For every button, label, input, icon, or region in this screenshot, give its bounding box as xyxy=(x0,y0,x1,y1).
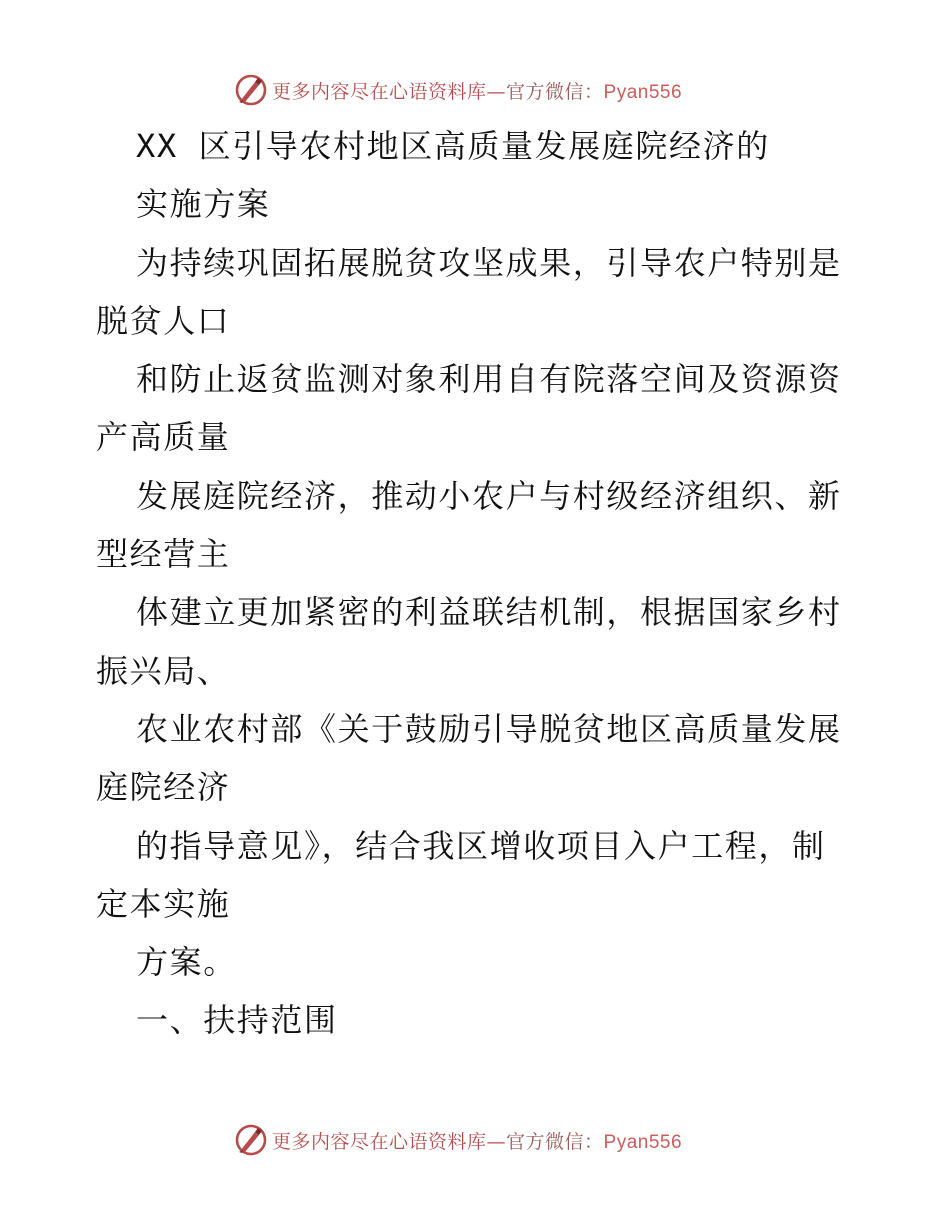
document-body xyxy=(96,117,856,1050)
watermark-dash: — xyxy=(486,1130,507,1153)
header-watermark xyxy=(234,73,682,107)
watermark-main: 更多内容尽在心语资料库 xyxy=(272,80,487,103)
text-line: 的指导意见》，结合我区增收项目入户工程，制 xyxy=(136,826,826,865)
watermark-text xyxy=(272,1127,682,1154)
watermark-main: 更多内容尽在心语资料库 xyxy=(272,1130,487,1153)
text-line: XX 区引导农村地区高质量发展庭院经济的 xyxy=(136,127,770,165)
text-line: 振兴局、 xyxy=(96,651,231,690)
text-line: 发展庭院经济，推动小农户与村级经济组织、新 xyxy=(136,476,842,515)
pen-logo-icon xyxy=(234,73,268,107)
footer-watermark xyxy=(234,1123,682,1157)
pen-logo-icon xyxy=(234,1123,268,1157)
text-line: 一、扶持范围 xyxy=(136,1001,338,1040)
text-line: 农业农村部《关于鼓励引导脱贫地区高质量发展 xyxy=(136,709,842,748)
watermark-text xyxy=(272,77,682,104)
watermark-id: Pyan556 xyxy=(603,81,683,103)
text-line: 为持续巩固拓展脱贫攻坚成果，引导农户特别是 xyxy=(136,243,842,282)
text-line: 型经营主 xyxy=(96,535,231,574)
text-line: 体建立更加紧密的利益联结机制，根据国家乡村 xyxy=(136,593,842,632)
text-line: 定本实施 xyxy=(96,884,231,923)
watermark-dash: — xyxy=(486,80,507,103)
text-line: 脱贫人口 xyxy=(96,301,231,340)
text-line: 和防止返贫监测对象利用自有院落空间及资源资 xyxy=(136,360,842,399)
watermark-label: 官方微信： xyxy=(506,80,604,103)
text-line: 实施方案 xyxy=(136,185,271,224)
text-line: 庭院经济 xyxy=(96,768,231,807)
watermark-label: 官方微信： xyxy=(506,1130,604,1153)
text-line: 产高质量 xyxy=(96,418,231,457)
watermark-id: Pyan556 xyxy=(603,1131,683,1153)
text-line: 方案。 xyxy=(136,943,237,982)
